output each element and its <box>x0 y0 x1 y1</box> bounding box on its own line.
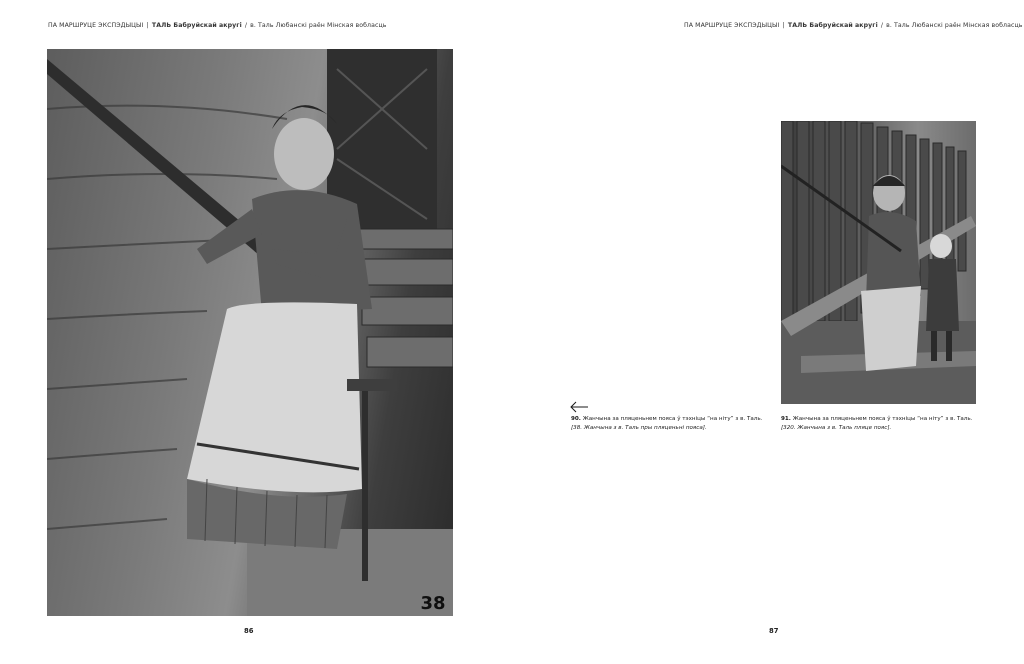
caption-source: [320. Жанчына з в. Таль пляце пояс]. <box>781 424 892 431</box>
caption-source: [38. Жанчына з в. Таль пры пляценьні пояса]. <box>571 424 707 431</box>
running-header-left: ПА МАРШРУЦЕ ЭКСПЭДЫЦЫІ | ТАЛЬ Бабруйскай акругі / в. Таль Любанскі раён Мінская вобласць <box>48 22 387 29</box>
running-header-right: ПА МАРШРУЦЕ ЭКСПЭДЫЦЫІ | ТАЛЬ Бабруйскай акругі / в. Таль Любанскі раён Мінская вобласць <box>684 22 1023 29</box>
photo-woman-weaving-belt-large <box>47 49 453 616</box>
caption-number: 91. <box>781 416 791 422</box>
caption-photo-90 <box>571 415 771 432</box>
caption-number: 90. <box>571 416 581 422</box>
photo-woman-weaving-belt-small <box>781 121 976 404</box>
page-number-right: 87 <box>769 627 779 635</box>
caption-text: Жанчына за пляценьнем пояса ў тэхніцы “на ніту” з в. Таль. <box>792 416 973 422</box>
photo-38-illustration <box>47 49 453 616</box>
page-number-left: 86 <box>244 627 254 635</box>
header-region: ТАЛЬ Бабруйскай акругі <box>151 22 242 29</box>
header-place: в. Таль Любанскі раён Мінская вобласць <box>886 22 1023 29</box>
caption-line <box>571 415 771 424</box>
header-region: ТАЛЬ Бабруйскай акругі <box>787 22 878 29</box>
header-section: ПА МАРШРУЦЕ ЭКСПЭДЫЦЫІ <box>48 22 144 29</box>
caption-photo-91 <box>781 415 986 432</box>
caption-text: Жанчына за пляценьнем пояса ў тэхніцы “на ніту” з в. Таль. <box>582 416 763 422</box>
header-section: ПА МАРШРУЦЕ ЭКСПЭДЫЦЫІ <box>684 22 780 29</box>
photo-320-illustration <box>781 121 976 404</box>
photo-frame-number: 38 <box>420 593 446 614</box>
arrow-left-icon <box>569 401 589 413</box>
caption-line <box>781 415 986 424</box>
header-place: в. Таль Любанскі раён Мінская вобласць <box>250 22 387 29</box>
